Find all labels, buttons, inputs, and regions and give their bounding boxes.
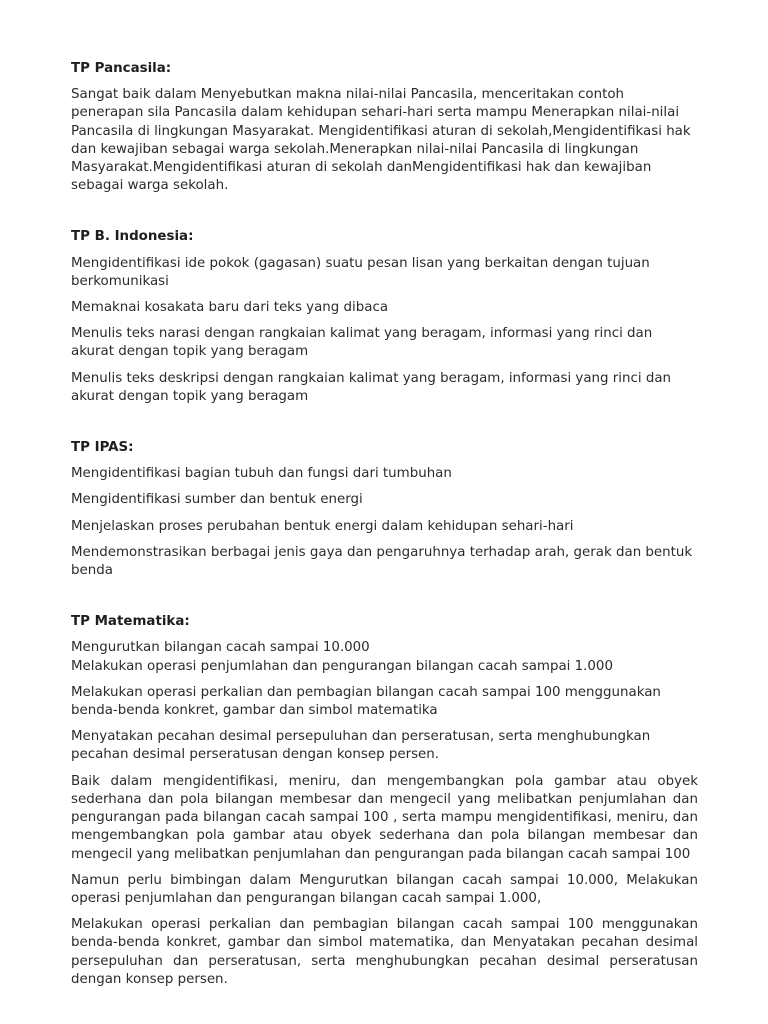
paragraph: Mengidentifikasi ide pokok (gagasan) suatu pesan lisan yang berkaitan dengan tujuan berkomunikasi — [71, 255, 650, 289]
paragraph-line: Mengurutkan bilangan cacah sampai 10.000 — [71, 640, 370, 656]
paragraph: Memaknai kosakata baru dari teks yang dibaca — [71, 300, 389, 316]
paragraph: Mendemonstrasikan berbagai jenis gaya dan pengaruhnya terhadap arah, gerak dan bentuk benda — [71, 544, 693, 579]
paragraph: Menjelaskan proses perubahan bentuk energi dalam kehidupan sehari-hari — [71, 518, 574, 534]
section-bahasa-indonesia — [71, 228, 698, 406]
paragraph: Menyatakan pecahan desimal persepuluhan dan perseratusan, serta menghubungkan pecahan desimal perseratusan dengan konsep persen. — [71, 729, 651, 763]
paragraph: Menulis teks deskripsi dengan rangkaian kalimat yang beragam, informasi yang rinci dan akurat dengan topik yang beragam — [71, 370, 672, 404]
section-heading: TP Pancasila: — [71, 61, 172, 76]
paragraph-line: Melakukan operasi penjumlahan dan pengurangan bilangan cacah sampai 1.000 — [71, 658, 613, 674]
paragraph: Mengidentifikasi bagian tubuh dan fungsi dari tumbuhan — [71, 466, 452, 482]
section-pancasila — [71, 60, 698, 195]
paragraph-group — [71, 639, 698, 675]
paragraph: Melakukan operasi perkalian dan pembagian bilangan cacah sampai 100 menggunakan benda-benda konkret, gambar dan simbol matematika — [71, 684, 661, 719]
document-page — [71, 60, 698, 997]
section-heading: TP Matematika: — [71, 614, 190, 630]
paragraph: Namun perlu bimbingan dalam Mengurutkan bilangan cacah sampai 10.000, Melakukan operasi penjumlahan dan pengurangan bilangan cacah sampai 1.000, — [71, 872, 698, 906]
paragraph: Mengidentifikasi sumber dan bentuk energi — [71, 492, 363, 508]
paragraph: Baik dalam mengidentifikasi, meniru, dan mengembangkan pola gambar atau obyek sederhana dan pola bilangan membesar dan mengecil yang melibatkan penjumlahan dan pengurangan pada bilangan cacah sampai 100 , serta mampu mengidentifikasi, meniru, dan mengembangkan pola gambar atau obyek sederhana dan pola bilangan membesar dan mengecil yang melibatkan penjumlahan dan pengurangan pada bilangan cacah sampai 100 — [71, 773, 698, 862]
paragraph: Sangat baik dalam Menyebutkan makna nilai-nilai Pancasila, menceritakan contoh penerapan sila Pancasila dalam kehidupan sehari-hari serta mampu Menerapkan nilai-nilai Pancasila di lingkungan Masyarakat. Mengidentifikasi aturan di sekolah,Mengidentifikasi hak dan kewajiban sebagai warga sekolah.Menerapkan nilai-nilai Pancasila di lingkungan Masyarakat.Mengidentifikasi aturan di sekolah danMengidentifikasi hak dan kewajiban sebagai warga sekolah. — [71, 87, 691, 194]
paragraph: Melakukan operasi perkalian dan pembagian bilangan cacah sampai 100 menggunakan benda-benda konkret, gambar dan simbol matematika, dan Menyatakan pecahan desimal persepuluhan dan perseratusan, serta menghubungkan pecahan desimal perseratusan dengan konsep persen. — [71, 917, 698, 987]
section-matematika — [71, 613, 698, 989]
section-heading: TP IPAS: — [71, 440, 134, 456]
section-heading: TP B. Indonesia: — [71, 229, 194, 245]
section-ipas — [71, 439, 698, 580]
paragraph: Menulis teks narasi dengan rangkaian kalimat yang beragam, informasi yang rinci dan akurat dengan topik yang beragam — [71, 326, 653, 360]
